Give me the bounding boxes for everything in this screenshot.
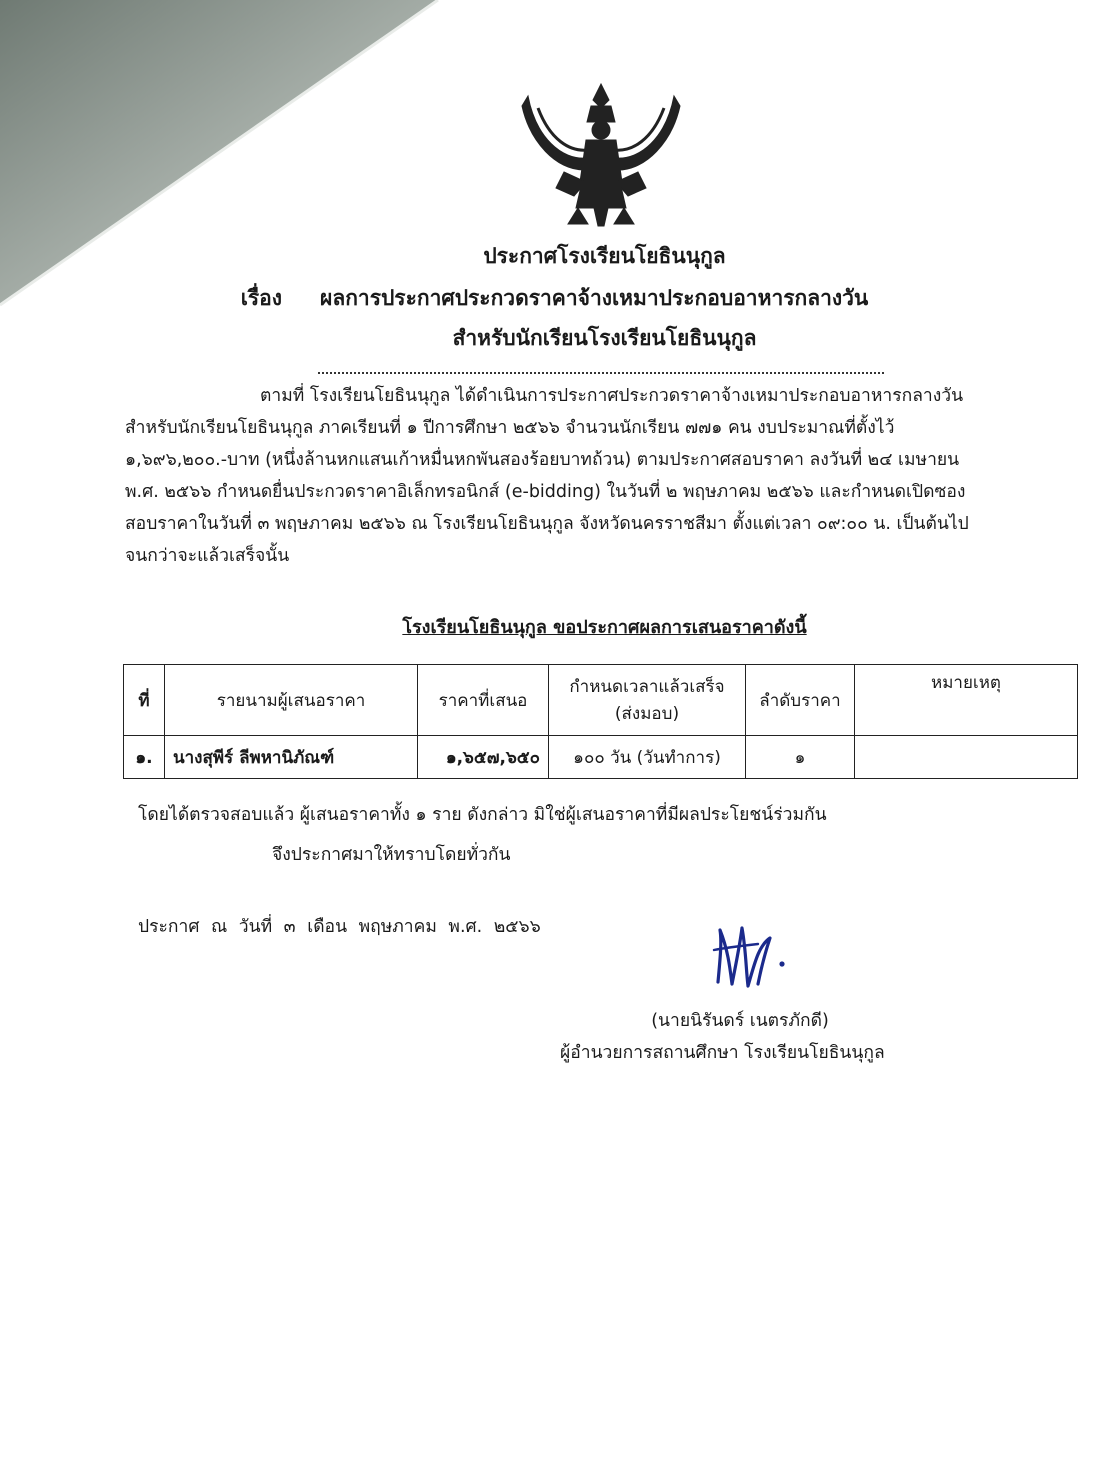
body-line: จนกว่าจะแล้วเสร็จนั้น [125,546,290,566]
header-rank: ลำดับราคา [746,665,855,736]
announcement-date: ประกาศ ณ วันที่ ๓ เดือน พฤษภาคม พ.ศ. ๒๕๖๖ [138,917,541,937]
body-line: พ.ศ. ๒๕๖๖ กำหนดยื่นประกวดราคาอิเล็กทรอนิกส์ (e-bidding) ในวันที่ ๒ พฤษภาคม ๒๕๖๖ และกำหนดเปิดซอง [125,482,966,502]
dotted-divider [318,372,884,374]
header-remark: หมายเหตุ [855,665,1078,736]
cell-no: ๑. [124,736,165,779]
cell-price: ๑,๖๕๗,๖๕๐ [418,736,549,779]
bid-results-table [123,664,1078,779]
subject-line [0,282,1109,315]
body-paragraph [125,380,1085,572]
signer-name: (นายนิรันดร์ เนตรภักดี) [651,1011,829,1031]
body-line: ตามที่ โรงเรียนโยธินนุกูล ได้ดำเนินการประกาศประกวดราคาจ้างเหมาประกอบอาหารกลางวัน [260,386,964,406]
body-line: สำหรับนักเรียนโยธินนุกูล ภาคเรียนที่ ๑ ปีการศึกษา ๒๕๖๖ จำนวนนักเรียน ๗๗๑ คน งบประมาณที่ตั้งไว้ [125,418,895,438]
header-bidder: รายนามผู้เสนอราคา [165,665,418,736]
publicize-statement: จึงประกาศมาให้ทราบโดยทั่วกัน [272,845,511,865]
subject-line-2: สำหรับนักเรียนโรงเรียนโยธินนุกูล [452,326,757,350]
header-deadline-label: กำหนดเวลาแล้วเสร็จ [569,677,725,697]
header-deadline-sub: (ส่งมอบ) [614,704,680,724]
handwritten-signature [700,920,800,1000]
signer-position: ผู้อำนวยการสถานศึกษา โรงเรียนโยธินนุกูล [560,1043,885,1063]
table-row [124,736,1078,779]
header-no: ที่ [124,665,165,736]
subject-text: ผลการประกาศประกวดราคาจ้างเหมาประกอบอาหารกลางวัน [320,286,869,310]
announcement-title: ประกาศโรงเรียนโยธินนุกูล [483,244,726,268]
body-line: ๑,๖๙๖,๒๐๐.-บาท (หนึ่งล้านหกแสนเก้าหมื่นหกพันสองร้อยบาทถ้วน) ตามประกาศสอบราคา ลงวันที่ ๒๔ เมษายน [125,450,960,470]
cell-rank: ๑ [746,736,855,779]
cell-remark [855,736,1078,779]
announce-text: โรงเรียนโยธินนุกูล ขอประกาศผลการเสนอราคาดังนี้ [402,617,807,638]
subject-label: เรื่อง [240,286,283,310]
verification-statement: โดยได้ตรวจสอบแล้ว ผู้เสนอราคาทั้ง ๑ ราย ดังกล่าว มิใช่ผู้เสนอราคาที่มีผลประโยชน์ร่วมกัน [138,805,827,825]
cell-deadline: ๑๐๐ วัน (วันทำการ) [549,736,746,779]
header-deadline [549,665,746,736]
header-price: ราคาที่เสนอ [418,665,549,736]
cell-bidder: นางสุพีร์ ลีพหานิภัณฑ์ [165,736,418,779]
body-line: สอบราคาในวันที่ ๓ พฤษภาคม ๒๕๖๖ ณ โรงเรียนโยธินนุกูล จังหวัดนครราชสีมา ตั้งแต่เวลา ๐๙:๐๐ น. เป็นต้นไป [125,514,969,534]
garuda-emblem-icon [516,78,686,228]
table-header-row [124,665,1078,736]
announce-heading [0,612,1109,641]
